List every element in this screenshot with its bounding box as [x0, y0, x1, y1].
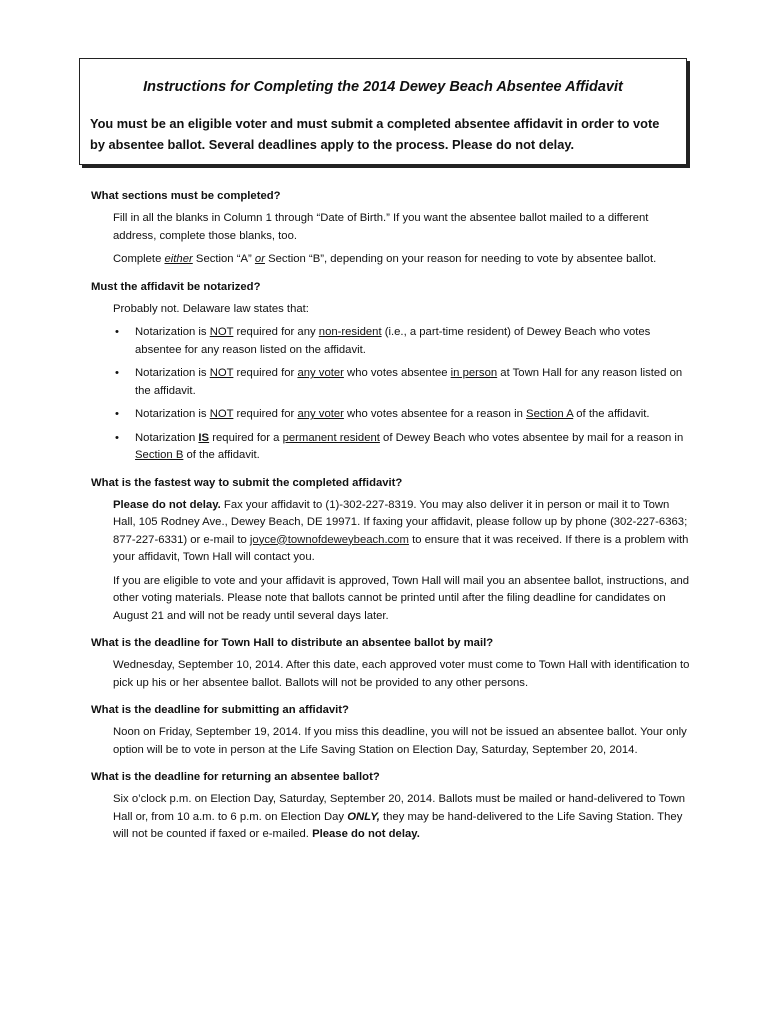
answer [113, 657, 691, 692]
answer [113, 210, 691, 269]
paragraph: Six o’clock p.m. on Election Day, Saturday, September 20, 2014. Ballots must be mailed or hand-delivered to Town Hall or, from 10 a.m. to 6 p.m. on Election Day ONLY, they may be hand-delivered to the Life Saving Station. They will not be counted if faxed or e-mailed. Please do not delay. [113, 793, 686, 840]
answer [113, 791, 691, 844]
section-sections-completed [91, 188, 691, 269]
section-distribute-deadline [91, 635, 691, 692]
section-fastest-way [91, 475, 691, 626]
list-item: • Notarization is NOT required for any voter who votes absentee in person at Town Hall for any reason listed on the affidavit. [135, 365, 691, 400]
paragraph: Wednesday, September 10, 2014. After this date, each approved voter must come to Town Hall with identification to pick up his or her absentee ballot. Ballots will not be provided to any other persons. [113, 659, 690, 689]
list-item: • Notarization IS required for a permanent resident of Dewey Beach who votes absentee by mail for a reason in Section B of the affidavit. [135, 430, 691, 465]
emphasis-either: either [164, 253, 193, 265]
question-heading: Must the affidavit be notarized? [91, 280, 261, 293]
section-notarized [91, 279, 691, 465]
email-link[interactable]: joyce@townofdeweybeach.com [249, 533, 409, 546]
answer [113, 301, 691, 319]
paragraph: Please do not delay. Fax your affidavit to (1)-302-227-8319. You may also deliver it in person or mail it to Town Hall, 105 Rodney Ave., Dewey Beach, DE 19971. If faxing your affidavit, please follow up by phone (302-227-6363; 877-227-6331) or e-mail to joyce@townofdeweybeach.com to ensure that it was received. If there is a problem with your affidavit, Town Hall will contact you. [113, 498, 689, 563]
section-return-deadline [91, 769, 691, 844]
content [91, 188, 691, 854]
question-heading: What is the deadline for submitting an affidavit? [91, 704, 349, 716]
paragraph: Noon on Friday, September 19, 2014. If you miss this deadline, you will not be issued an absentee ballot. Your only option will be to vote in person at the Life Saving Station on Election Day, Saturday, September 20, 2014. [113, 726, 687, 756]
paragraph: Complete either Section “A” or Section “B”, depending on your reason for needing to vote by absentee ballot. [113, 253, 657, 265]
paragraph: Fill in all the blanks in Column 1 through “Date of Birth.” If you want the absentee ballot mailed to a different address, complete those blanks, too. [113, 212, 649, 242]
page-title: Instructions for Completing the 2014 Dewey Beach Absentee Affidavit [143, 79, 623, 95]
question-heading: What is the deadline for Town Hall to distribute an absentee ballot by mail? [91, 637, 494, 649]
section-submit-deadline [91, 702, 691, 759]
paragraph: If you are eligible to vote and your affidavit is approved, Town Hall will mail you an absentee ballot, instructions, and other voting materials. Please note that ballots cannot be printed until after the filing deadline for candidates on August 21 and will not be ready until several days later. [113, 574, 690, 622]
paragraph: Probably not. Delaware law states that: [113, 302, 309, 315]
answer [113, 497, 691, 626]
answer [113, 724, 691, 759]
question-heading: What is the fastest way to submit the completed affidavit? [91, 476, 403, 489]
question-heading: What is the deadline for returning an absentee ballot? [91, 771, 380, 783]
list-item: • Notarization is NOT required for any voter who votes absentee for a reason in Section A of the affidavit. [135, 406, 691, 424]
question-heading: What sections must be completed? [91, 190, 281, 202]
intro-paragraph: You must be an eligible voter and must submit a completed absentee affidavit in order to vote by absentee ballot. Several deadlines apply to the process. Please do not delay. [90, 116, 660, 152]
emphasis-or: or [254, 253, 265, 265]
list-item: • Notarization is NOT required for any non-resident (i.e., a part-time resident) of Dewey Beach who votes absentee for any reason listed on the affidavit. [135, 324, 691, 359]
bullet-list [113, 324, 691, 465]
title-box [79, 58, 687, 165]
